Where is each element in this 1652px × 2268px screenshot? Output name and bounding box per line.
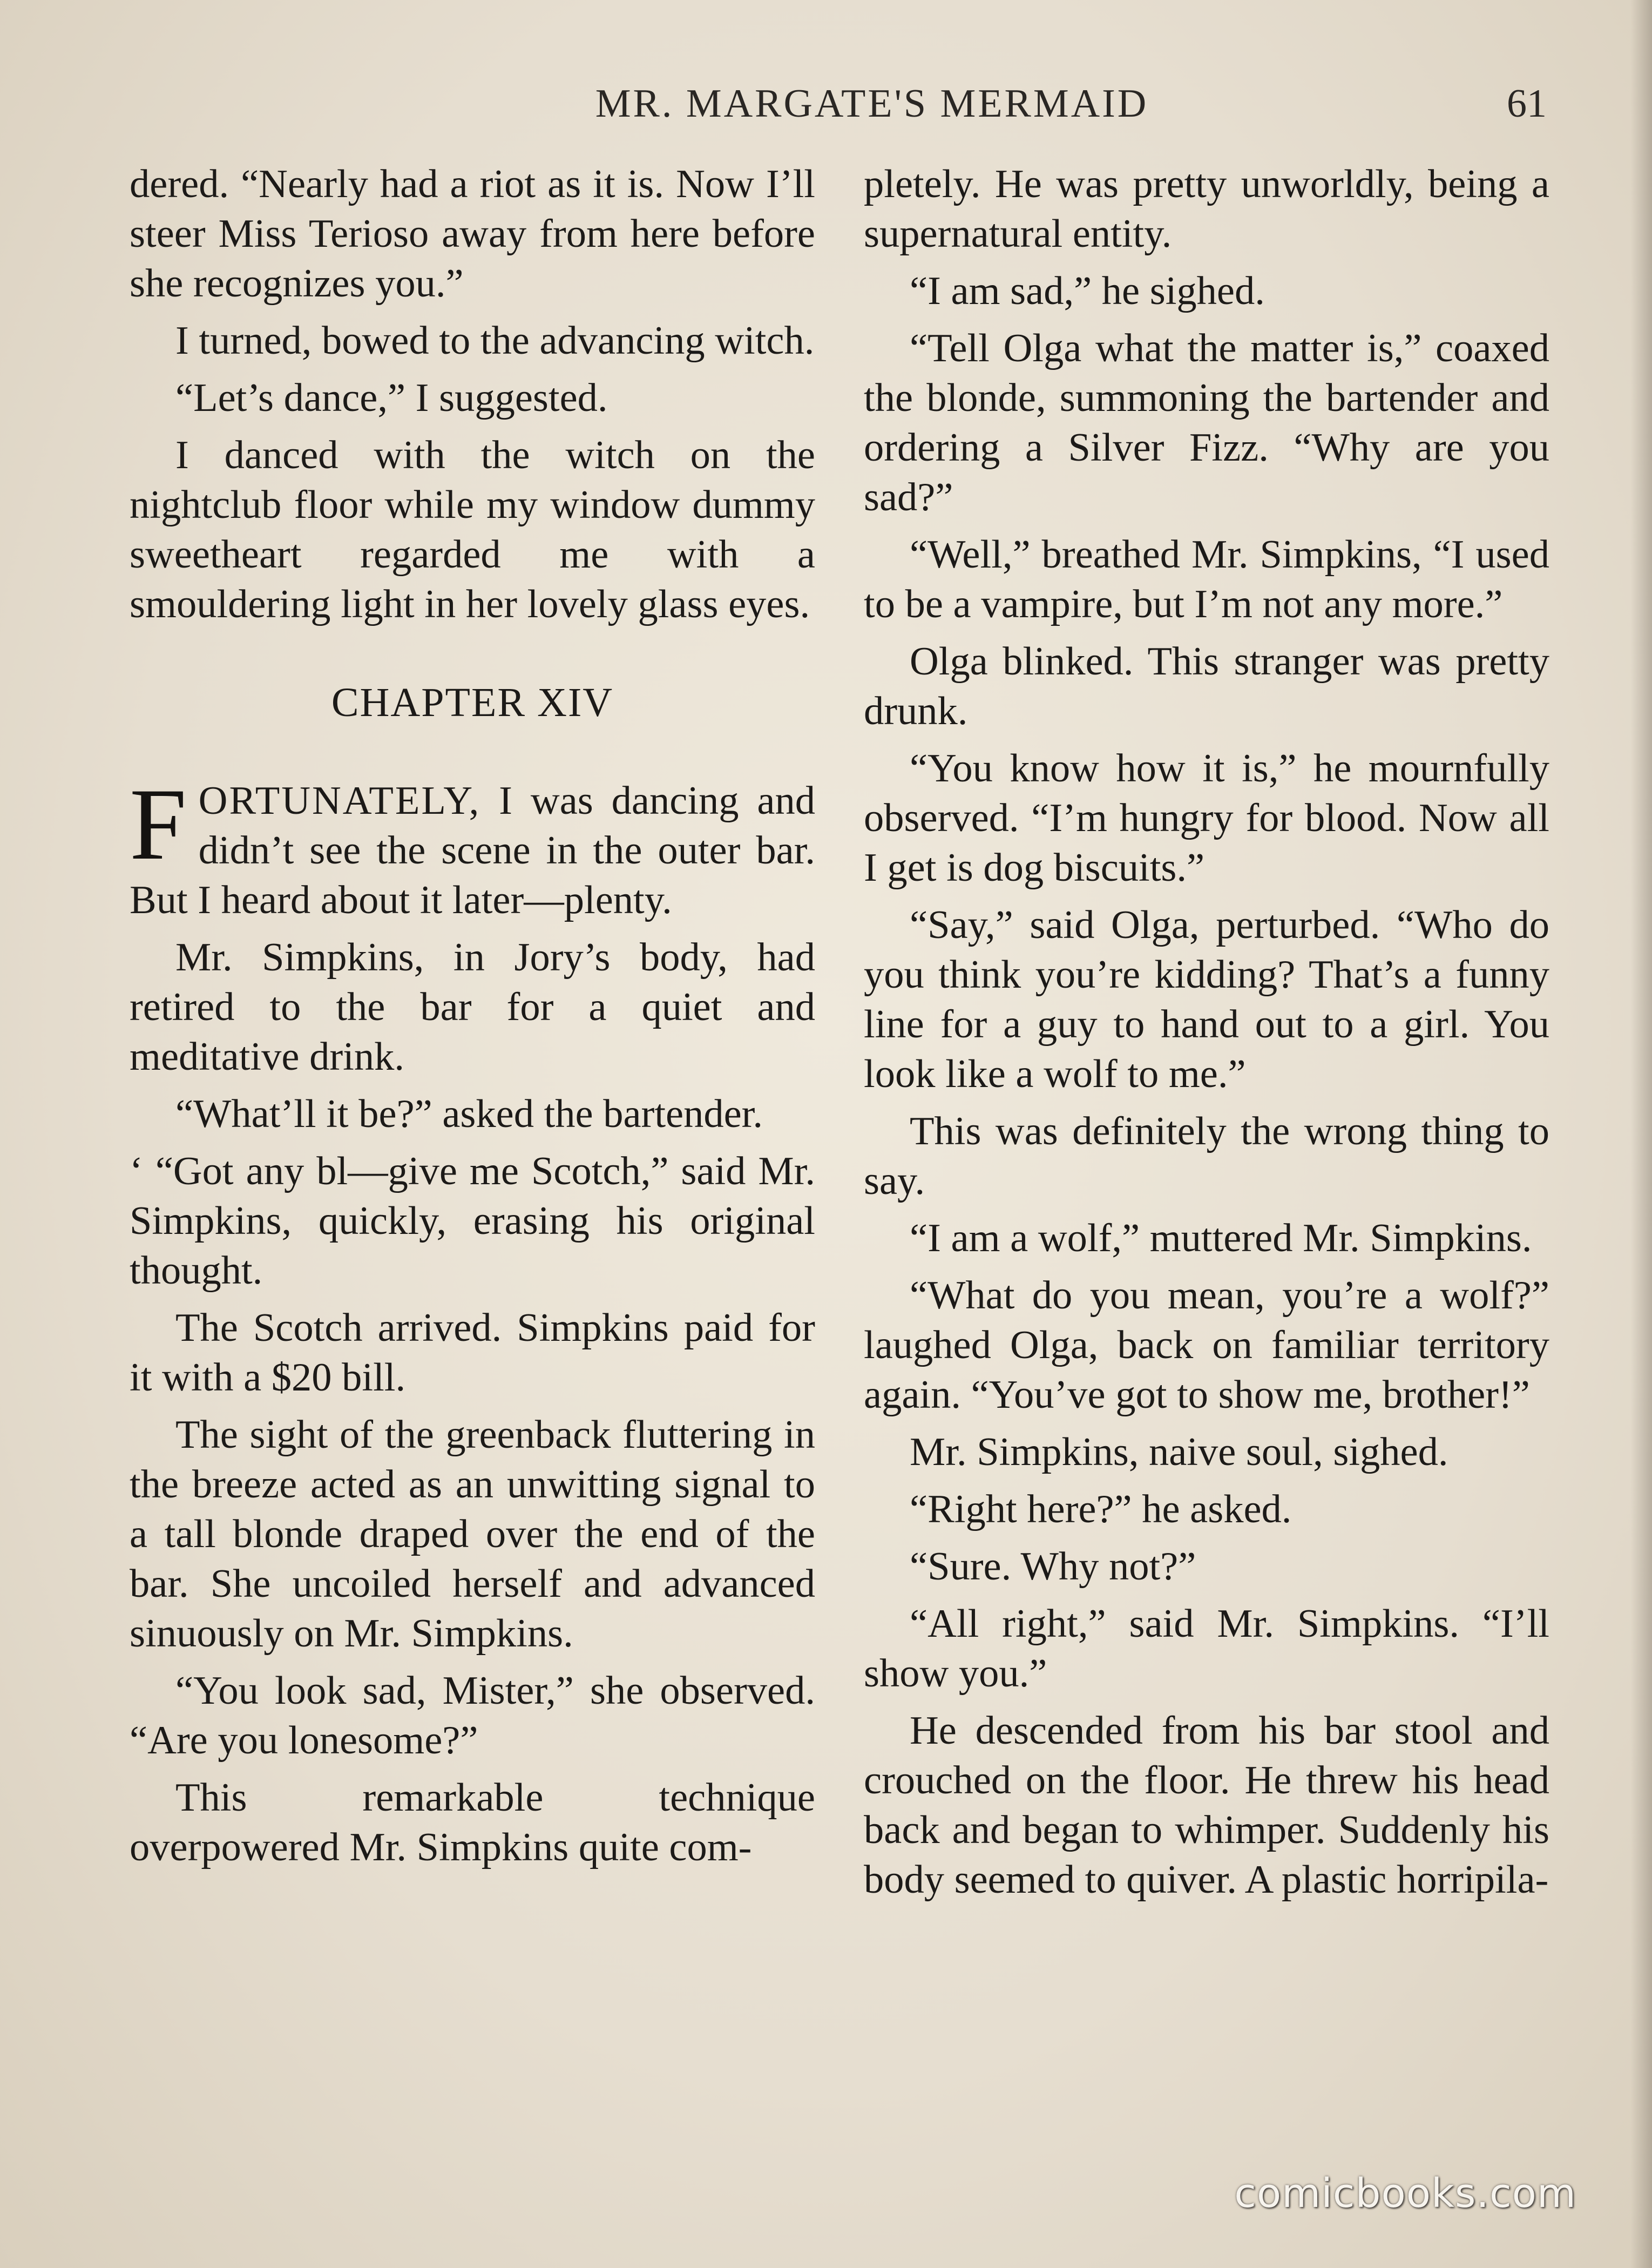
paragraph: The Scotch arrived. Simpkins paid for it with a $20 bill.	[130, 1306, 815, 1400]
paragraph: I danced with the witch on the nightclub floor while my window dummy sweetheart regarded me with a smouldering light in her lovely glass eyes.	[130, 433, 815, 626]
paragraph: “What do you mean, you’re a wolf?” laughed Olga, back on familiar territory again. “You’ve got to show me, brother!”	[864, 1273, 1549, 1417]
paragraph: “You know how it is,” he mournfully observed. “I’m hungry for blood. Now all I get is dog biscuits.”	[864, 746, 1549, 890]
paragraph: “Say,” said Olga, perturbed. “Who do you think you’re kidding? That’s a funny line for a guy to hand out to a girl. You look like a wolf to me.”	[864, 903, 1549, 1096]
paragraph: dered. “Nearly had a riot as it is. Now I’ll steer Miss Terioso away from here before she recognizes you.”	[130, 162, 815, 306]
paragraph: He descended from his bar stool and crouched on the floor. He threw his head back and began to whimper. Suddenly his body seemed to quiver. A plastic horripila-	[864, 1709, 1549, 1902]
page-number: 61	[1507, 82, 1547, 126]
paragraph-dropcap	[130, 768, 815, 925]
chapter-heading: CHAPTER XIV	[331, 680, 614, 725]
paragraph: Mr. Simpkins, naive soul, sighed.	[910, 1430, 1448, 1474]
paragraph: The sight of the greenback fluttering in the breeze acted as an unwitting signal to a tall blonde draped over the end of the bar. She uncoiled herself and advanced sinuously on Mr. Simpkins.	[130, 1413, 815, 1656]
paragraph: This was definitely the wrong thing to say.	[864, 1109, 1549, 1203]
paragraph: “All right,” said Mr. Simpkins. “I’ll show you.”	[864, 1602, 1549, 1696]
paragraph: “Right here?” he asked.	[910, 1487, 1292, 1531]
paragraph: “What’ll it be?” asked the bartender.	[175, 1092, 763, 1136]
running-head: MR. MARGATE'S MERMAID	[595, 82, 1149, 126]
paragraph: “I am sad,” he sighed.	[910, 269, 1265, 313]
opening-word: ORTUNATELY,	[198, 779, 481, 823]
paragraph: Olga blinked. This stranger was pretty drunk.	[864, 639, 1549, 733]
paragraph: This remarkable technique overpowered Mr. Simpkins quite com-	[130, 1776, 815, 1869]
paragraph-text: I was dancing and didn’t see the scene in the outer bar. But I heard about it later—plenty.	[130, 779, 815, 922]
paragraph: pletely. He was pretty unworldly, being a supernatural entity.	[864, 162, 1549, 256]
paragraph: “Tell Olga what the matter is,” coaxed the blonde, summoning the bartender and ordering a Silver Fizz. “Why are you sad?”	[864, 326, 1549, 519]
paragraph: “Sure. Why not?”	[910, 1544, 1196, 1589]
paragraph: ‘ “Got any bl—give me Scotch,” said Mr. Simpkins, quickly, erasing his original thought.	[130, 1149, 815, 1293]
paragraph: “I am a wolf,” muttered Mr. Simpkins.	[910, 1216, 1532, 1260]
paragraph: “Well,” breathed Mr. Simpkins, “I used to be a vampire, but I’m not any more.”	[864, 532, 1549, 626]
paragraph: I turned, bowed to the advancing witch.	[175, 319, 815, 363]
paragraph: “You look sad, Mister,” she observed. “Are you lonesome?”	[130, 1669, 815, 1763]
paragraph: “Let’s dance,” I suggested.	[175, 376, 608, 420]
drop-cap: F	[130, 768, 187, 881]
right-column	[864, 159, 1549, 1912]
left-column	[130, 159, 815, 1880]
watermark: comicbooks.com	[1234, 2170, 1576, 2217]
paragraph: Mr. Simpkins, in Jory’s body, had retired to the bar for a quiet and meditative drink.	[130, 935, 815, 1079]
page-edge-shadow	[1630, 0, 1652, 2268]
